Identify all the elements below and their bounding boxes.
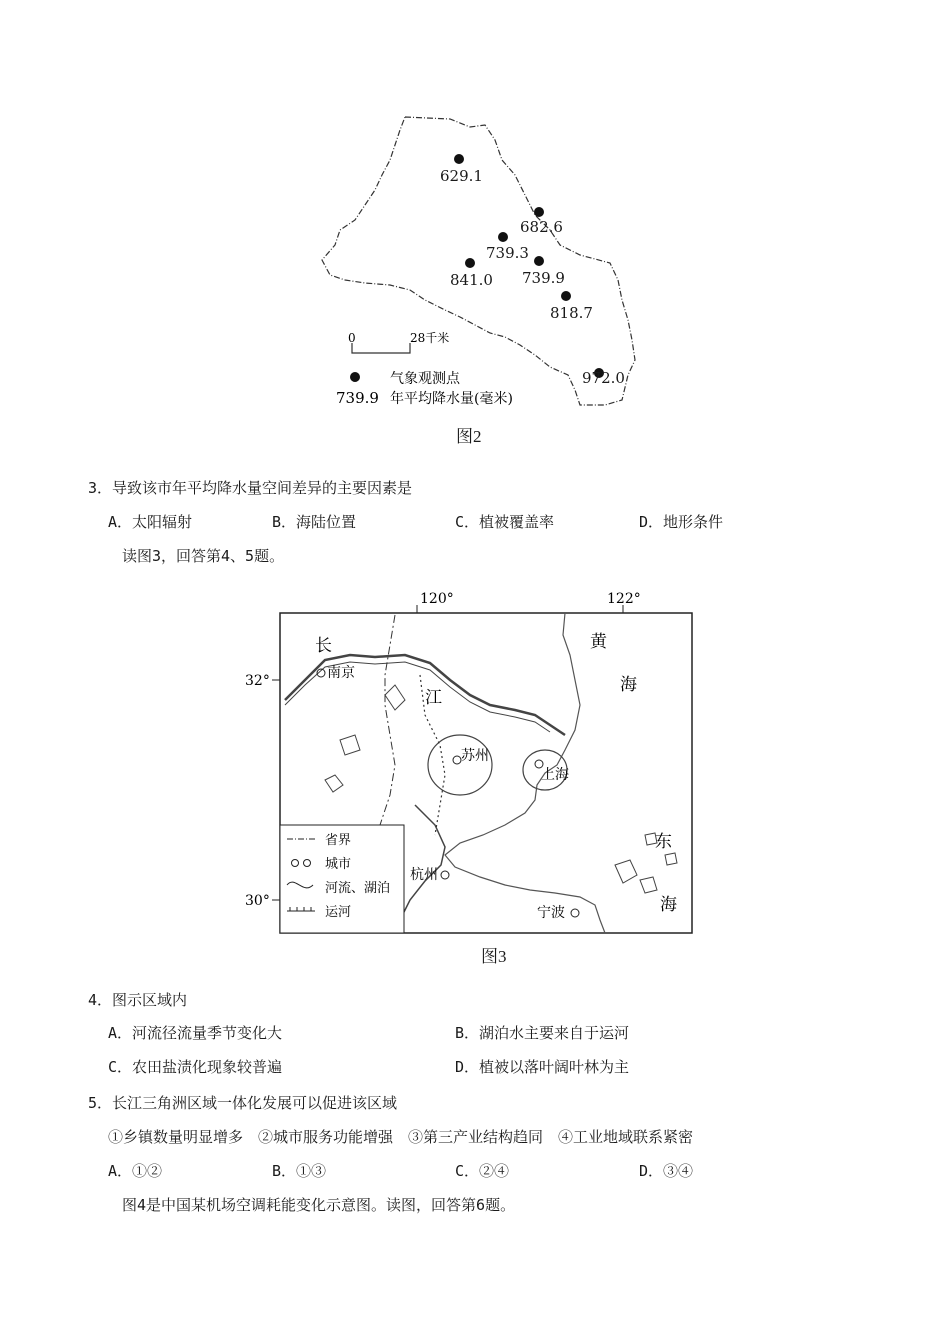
question-3-option-c[interactable]: C．植被覆盖率 xyxy=(455,513,555,531)
station-dots xyxy=(350,154,604,382)
label-chang: 长 xyxy=(315,636,332,656)
question-5-stem: 5．长江三角洲区域一体化发展可以促进该区域 xyxy=(88,1094,398,1112)
label-hai-north: 海 xyxy=(620,675,637,695)
legend-province-boundary: 省界 xyxy=(325,833,352,848)
station-dot xyxy=(561,291,571,301)
lat-label-32: 32° xyxy=(245,673,270,689)
legend-river-lake: 河流、湖泊 xyxy=(325,881,391,896)
question-5-option-c[interactable]: C．②④ xyxy=(455,1162,510,1180)
station-value: 629.1 xyxy=(440,167,483,185)
figure-3-caption: 图3 xyxy=(481,947,507,966)
city-hangzhou: 杭州 xyxy=(410,867,438,883)
figure-3-map xyxy=(245,585,705,937)
scale-end: 28千米 xyxy=(410,331,450,345)
station-dot xyxy=(498,232,508,242)
label-huang: 黄 xyxy=(590,632,607,652)
question-3-stem: 3．导致该市年平均降水量空间差异的主要因素是 xyxy=(88,479,413,497)
city-ningbo: 宁波 xyxy=(537,905,565,921)
scale-bar xyxy=(352,343,410,353)
intro-question-6: 图4是中国某机场空调耗能变化示意图。读图，回答第6题。 xyxy=(122,1196,516,1214)
city-nanjing: 南京 xyxy=(327,665,355,681)
question-5-option-d[interactable]: D．③④ xyxy=(639,1162,694,1180)
lat-label-30: 30° xyxy=(245,893,270,909)
intro-questions-4-5: 读图3，回答第4、5题。 xyxy=(122,547,285,565)
question-4-option-b[interactable]: B．湖泊水主要来自于运河 xyxy=(455,1024,630,1042)
station-dot xyxy=(534,256,544,266)
city-shanghai: 上海 xyxy=(541,767,569,783)
question-3-option-d[interactable]: D．地形条件 xyxy=(639,513,724,531)
lon-label-122: 122° xyxy=(607,591,641,607)
question-5-option-b[interactable]: B．①③ xyxy=(272,1162,327,1180)
station-value: 739.3 xyxy=(486,244,529,262)
label-hai-south: 海 xyxy=(660,895,677,915)
lon-label-120: 120° xyxy=(420,591,454,607)
legend-station-dot xyxy=(350,372,360,382)
question-5-statements: ①乡镇数量明显增多 ②城市服务功能增强 ③第三产业结构趋同 ④工业地域联系紧密 xyxy=(108,1128,694,1146)
legend-value-label: 年平均降水量(毫米) xyxy=(390,391,513,407)
figure-2-caption: 图2 xyxy=(456,427,482,446)
station-value: 682.6 xyxy=(520,218,563,236)
station-value: 972.0 xyxy=(582,369,625,387)
question-4-option-a[interactable]: A．河流径流量季节变化大 xyxy=(108,1024,283,1042)
station-value: 818.7 xyxy=(550,304,593,322)
question-3-option-b[interactable]: B．海陆位置 xyxy=(272,513,357,531)
city-suzhou: 苏州 xyxy=(461,748,489,764)
question-4-option-d[interactable]: D．植被以落叶阔叶林为主 xyxy=(455,1058,630,1076)
question-3-option-a[interactable]: A．太阳辐射 xyxy=(108,513,193,531)
station-dot xyxy=(534,207,544,217)
legend-sample-value: 739.9 xyxy=(336,389,379,407)
scale-zero: 0 xyxy=(348,331,356,345)
legend-city: 城市 xyxy=(325,857,352,872)
legend-station-label: 气象观测点 xyxy=(390,371,460,387)
question-4-option-c[interactable]: C．农田盐渍化现象较普遍 xyxy=(108,1058,283,1076)
label-jiang: 江 xyxy=(425,688,442,708)
figure-2-map xyxy=(310,105,650,425)
city-boundary xyxy=(322,117,635,405)
station-dot xyxy=(465,258,475,268)
legend-canal: 运河 xyxy=(325,905,352,920)
station-value: 841.0 xyxy=(450,271,493,289)
station-value: 739.9 xyxy=(522,269,565,287)
station-dot xyxy=(454,154,464,164)
label-dong: 东 xyxy=(655,832,672,852)
question-4-stem: 4．图示区域内 xyxy=(88,991,188,1009)
question-5-option-a[interactable]: A．①② xyxy=(108,1162,163,1180)
